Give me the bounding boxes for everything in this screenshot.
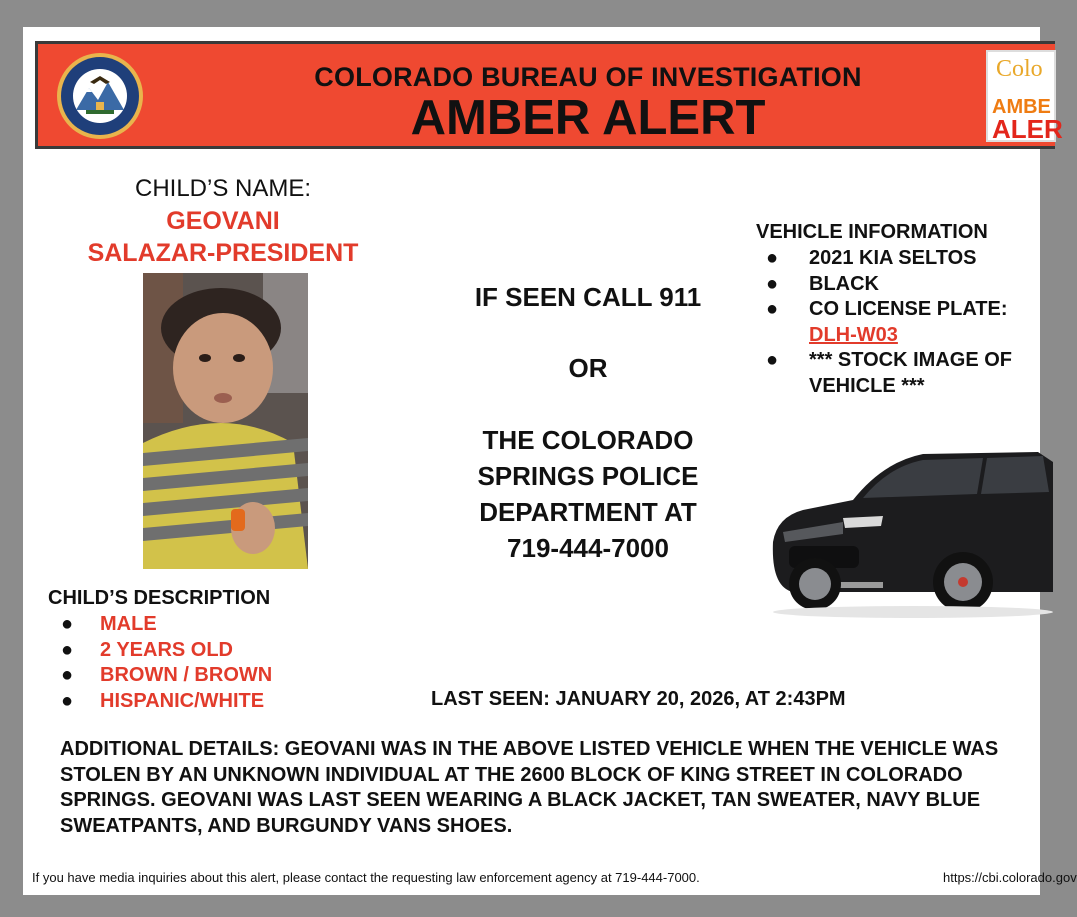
call-911-text: IF SEEN CALL 911: [474, 282, 702, 312]
details-line-4: SWEATPANTS, AND BURGUNDY VANS SHOES.: [60, 814, 513, 837]
logo-text-1: Colo: [996, 56, 1043, 82]
vehicle-item: ● CO LICENSE PLATE: DLH-W03: [766, 298, 1008, 346]
details-line-2: STOLEN BY AN UNKNOWN INDIVIDUAL AT THE 2600 BLOCK OF KING STREET IN COLORADO: [60, 763, 963, 786]
child-last-name: SALAZAR-PRESIDENT: [87, 239, 359, 267]
description-item: ● MALE: [61, 613, 157, 635]
header-banner: [35, 41, 1063, 149]
police-line-2: SPRINGS POLICE: [477, 461, 699, 491]
logo-text-2: AMBE: [992, 96, 1051, 118]
vehicle-item: ● *** STOCK IMAGE OF VEHICLE ***: [766, 349, 1012, 397]
police-phone: 719-444-7000: [507, 533, 669, 563]
description-age: 2 YEARS OLD: [100, 638, 233, 661]
description-sex: MALE: [100, 613, 157, 635]
alert-flyer: [23, 27, 1077, 895]
description-hair-eyes: BROWN / BROWN: [100, 664, 273, 686]
description-item: ● 2 YEARS OLD: [61, 638, 233, 661]
vehicle-info-heading: VEHICLE INFORMATION: [756, 221, 988, 243]
or-text: OR: [568, 353, 608, 383]
vehicle-stock-image: [763, 422, 1053, 622]
police-line-3: DEPARTMENT AT: [479, 497, 697, 527]
cbi-website-link[interactable]: https://cbi.colorado.gov: [943, 870, 1077, 885]
agency-name: COLORADO BUREAU OF INVESTIGATION: [314, 62, 862, 92]
child-name-label: CHILD’S NAME:: [134, 175, 312, 202]
vehicle-model: 2021 KIA SELTOS: [809, 247, 977, 269]
license-plate: DLH-W03: [809, 323, 898, 346]
logo-text-3: ALER: [992, 114, 1063, 144]
details-line-1: ADDITIONAL DETAILS: GEOVANI WAS IN THE ABOVE LISTED VEHICLE WHEN THE VEHICLE WAS: [60, 738, 999, 760]
police-contact: [413, 422, 763, 566]
stock-note-1: *** STOCK IMAGE OF: [809, 349, 1012, 371]
last-seen-text: LAST SEEN: JANUARY 20, 2026, AT 2:43PM: [431, 688, 846, 710]
details-line-3: SPRINGS. GEOVANI WAS LAST SEEN WEARING A BLACK JACKET, TAN SWEATER, NAVY BLUE: [60, 789, 981, 811]
media-inquiry-footer: If you have media inquiries about this alert, please contact the requesting law enforcement agency at 719-444-7000.: [32, 870, 700, 885]
vehicle-item: ● 2021 KIA SELTOS: [766, 247, 977, 269]
child-description-list: [48, 612, 368, 714]
cbi-seal-icon: [56, 52, 144, 140]
description-ethnicity: HISPANIC/WHITE: [100, 689, 265, 712]
vehicle-info-list: [756, 246, 1046, 399]
vehicle-plate-label: CO LICENSE PLATE:: [809, 298, 1008, 320]
stock-note-2: VEHICLE ***: [809, 374, 925, 397]
vehicle-item: ● BLACK: [766, 272, 879, 295]
additional-details: [60, 737, 1060, 839]
amber-alert-logo: [986, 50, 1063, 144]
vehicle-color: BLACK: [809, 272, 879, 295]
police-line-1: THE COLORADO: [482, 425, 694, 455]
child-description-heading: CHILD’S DESCRIPTION: [48, 587, 271, 609]
alert-title: AMBER ALERT: [410, 91, 766, 145]
description-item: ● BROWN / BROWN: [61, 664, 273, 686]
child-first-name: GEOVANI: [166, 207, 280, 235]
child-photo: [143, 273, 308, 569]
description-item: ● HISPANIC/WHITE: [61, 689, 265, 712]
